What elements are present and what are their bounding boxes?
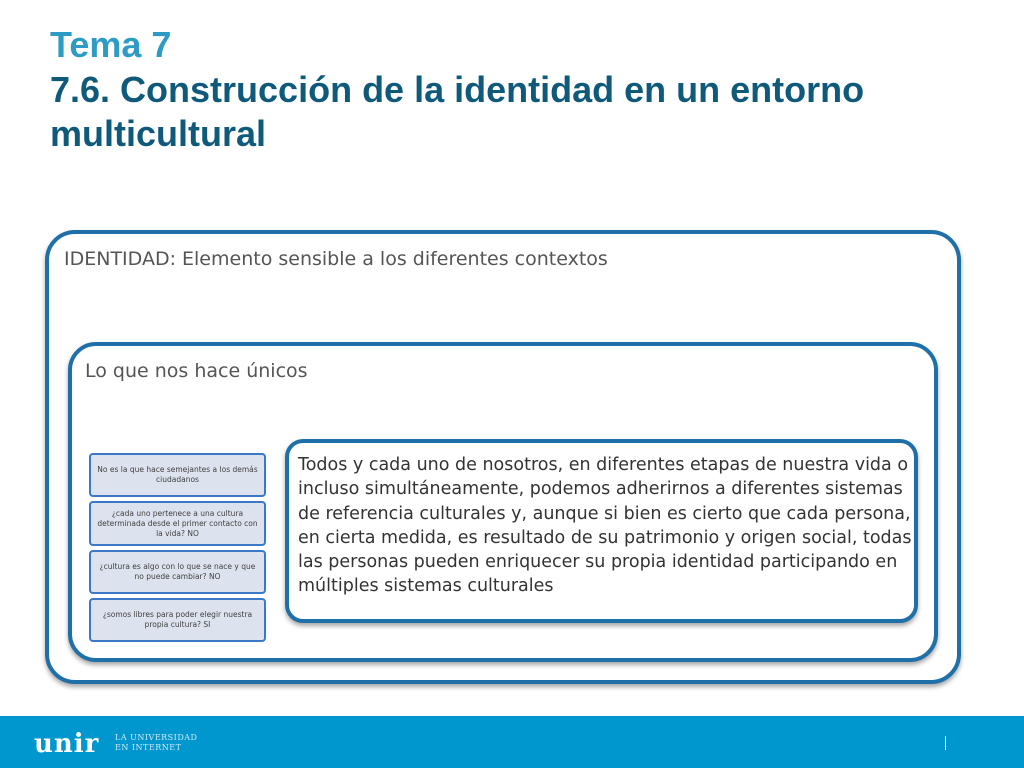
slide-title bbox=[50, 22, 990, 156]
logo-tagline-line2: EN INTERNET bbox=[115, 743, 182, 752]
topic-title: Tema 7 bbox=[50, 24, 172, 65]
unique-box-label: Lo que nos hace únicos bbox=[85, 360, 308, 382]
section-title: 7.6. Construcción de la identidad en un entorno multicultural bbox=[50, 69, 865, 154]
unir-logo[interactable]: unir bbox=[34, 729, 100, 759]
paragraph-text: Todos y cada uno de nosotros, en diferentes etapas de nuestra vida o incluso simultáneamente, podemos adherirnos a diferentes sistemas de referencia culturales y, aunque si bien es cierto que cada persona, en cierta medida, es resultado de su patrimonio y origen social, todas las personas pueden enriquecer su propia identidad participando en múltiples sistemas culturales bbox=[298, 455, 912, 597]
question-item: ¿somos libres para poder elegir nuestra propia cultura? SI bbox=[89, 598, 266, 642]
footer-bar bbox=[0, 716, 1024, 768]
logo-tagline-line1: LA UNIVERSIDAD bbox=[115, 733, 198, 742]
question-list bbox=[89, 453, 266, 646]
question-item: ¿cada uno pertenece a una cultura determinada desde el primer contacto con la vida? NO bbox=[89, 501, 266, 546]
question-item: ¿cultura es algo con lo que se nace y que no puede cambiar? NO bbox=[89, 550, 266, 594]
identity-box-label: IDENTIDAD: Elemento sensible a los diferentes contextos bbox=[64, 248, 608, 270]
question-item: No es la que hace semejantes a los demás ciudadanos bbox=[89, 453, 266, 497]
footer-divider bbox=[945, 736, 946, 750]
logo-tagline bbox=[115, 733, 197, 753]
